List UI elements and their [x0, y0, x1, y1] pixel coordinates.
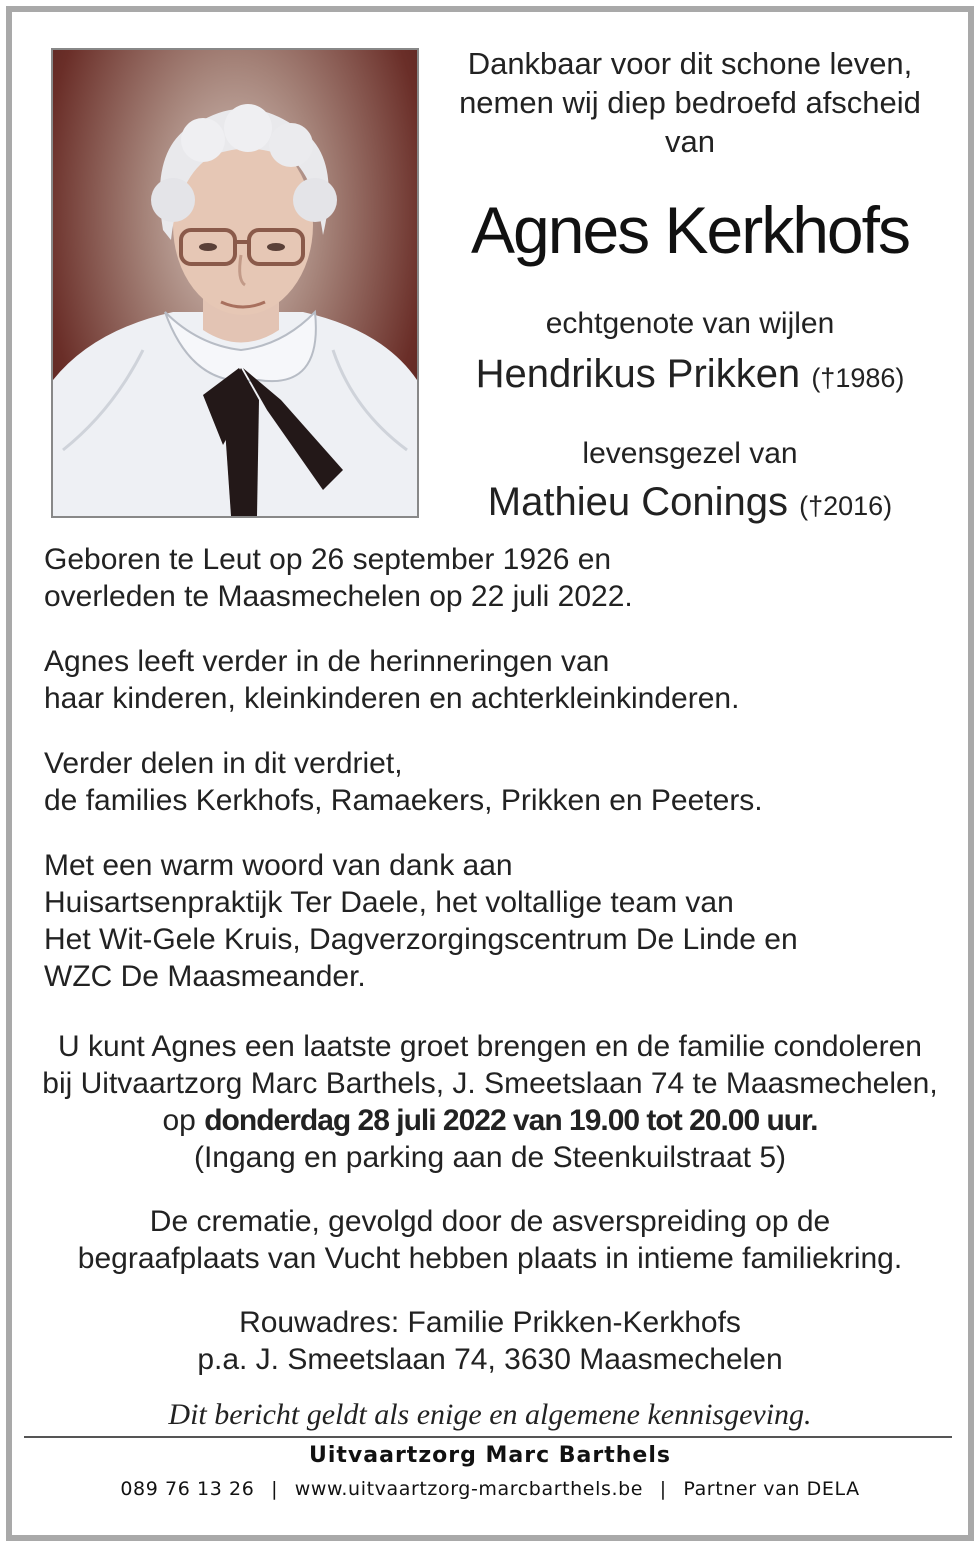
text-line: Agnes leeft verder in de herinneringen van: [44, 645, 610, 678]
text-line: begraafplaats van Vucht hebben plaats in intieme familiekring.: [77, 1242, 903, 1275]
intro-line: nemen wij diep bedroefd afscheid: [459, 85, 921, 120]
spouse-name-line: [440, 350, 940, 402]
cremation-paragraph: [20, 1203, 960, 1277]
families-paragraph: [44, 745, 944, 819]
text-line: Geboren te Leut op 26 september 1926 en: [44, 543, 612, 576]
birth-paragraph: [44, 541, 944, 615]
thanks-paragraph: [44, 847, 944, 995]
text-line: WZC De Maasmeander.: [44, 960, 366, 993]
memory-paragraph: [44, 643, 944, 717]
partner-text: Partner van DELA: [683, 1478, 860, 1500]
visitation-paragraph: [20, 1028, 960, 1176]
intro-line: Dankbaar voor dit schone leven,: [467, 46, 913, 81]
text-line: (Ingang en parking aan de Steenkuilstraat 5): [193, 1141, 787, 1174]
address-paragraph: [20, 1304, 960, 1378]
website-link[interactable]: www.uitvaartzorg-marcbarthels.be: [294, 1478, 644, 1500]
separator: |: [659, 1478, 667, 1500]
spouse-label: echtgenote van wijlen: [545, 307, 835, 340]
funeral-home-name: Uitvaartzorg Marc Barthels: [309, 1443, 671, 1468]
portrait-illustration: [53, 50, 417, 516]
text-line: Rouwadres: Familie Prikken-Kerkhofs: [239, 1306, 741, 1339]
text-line: haar kinderen, kleinkinderen en achterkleinkinderen.: [44, 682, 740, 715]
partner-year: (†2016): [799, 491, 893, 521]
partner-name-line: [440, 478, 940, 530]
partner-name: Mathieu Conings: [487, 480, 788, 524]
text-line: Huisartsenpraktijk Ter Daele, het voltallige team van: [44, 886, 734, 919]
text-line: Het Wit-Gele Kruis, Dagverzorgingscentrum De Linde en: [44, 923, 798, 956]
portrait-photo: [51, 48, 419, 518]
visitation-prefix: op: [162, 1104, 196, 1137]
text-line: bij Uitvaartzorg Marc Barthels, J. Smeetslaan 74 te Maasmechelen,: [42, 1067, 938, 1100]
visitation-datetime: donderdag 28 juli 2022 van 19.00 tot 20.00 uur.: [204, 1104, 818, 1137]
funeral-home-contact: [20, 1478, 960, 1500]
text-line: Met een warm woord van dank aan: [44, 849, 513, 882]
phone-number: 089 76 13 26: [120, 1478, 255, 1500]
spouse-name: Hendrikus Prikken: [475, 352, 801, 396]
text-line: De crematie, gevolgd door de asverspreiding op de: [149, 1205, 831, 1238]
intro-line: van: [665, 124, 715, 159]
visitation-datetime-line: [20, 1102, 960, 1139]
partner-label: levensgezel van: [582, 437, 798, 470]
text-line: U kunt Agnes een laatste groet brengen en de familie condoleren: [58, 1030, 922, 1063]
notice-note: Dit bericht geldt als enige en algemene kennisgeving.: [168, 1398, 812, 1431]
text-line: overleden te Maasmechelen op 22 juli 2022.: [44, 580, 633, 613]
spouse-year: (†1986): [811, 363, 905, 393]
deceased-name: Agnes Kerkhofs: [471, 193, 909, 267]
intro-text: [440, 44, 940, 161]
text-line: de families Kerkhofs, Ramaekers, Prikken en Peeters.: [44, 784, 763, 817]
separator: |: [271, 1478, 279, 1500]
text-line: p.a. J. Smeetslaan 74, 3630 Maasmechelen: [197, 1343, 783, 1376]
footer-divider: [24, 1436, 952, 1438]
text-line: Verder delen in dit verdriet,: [44, 747, 403, 780]
